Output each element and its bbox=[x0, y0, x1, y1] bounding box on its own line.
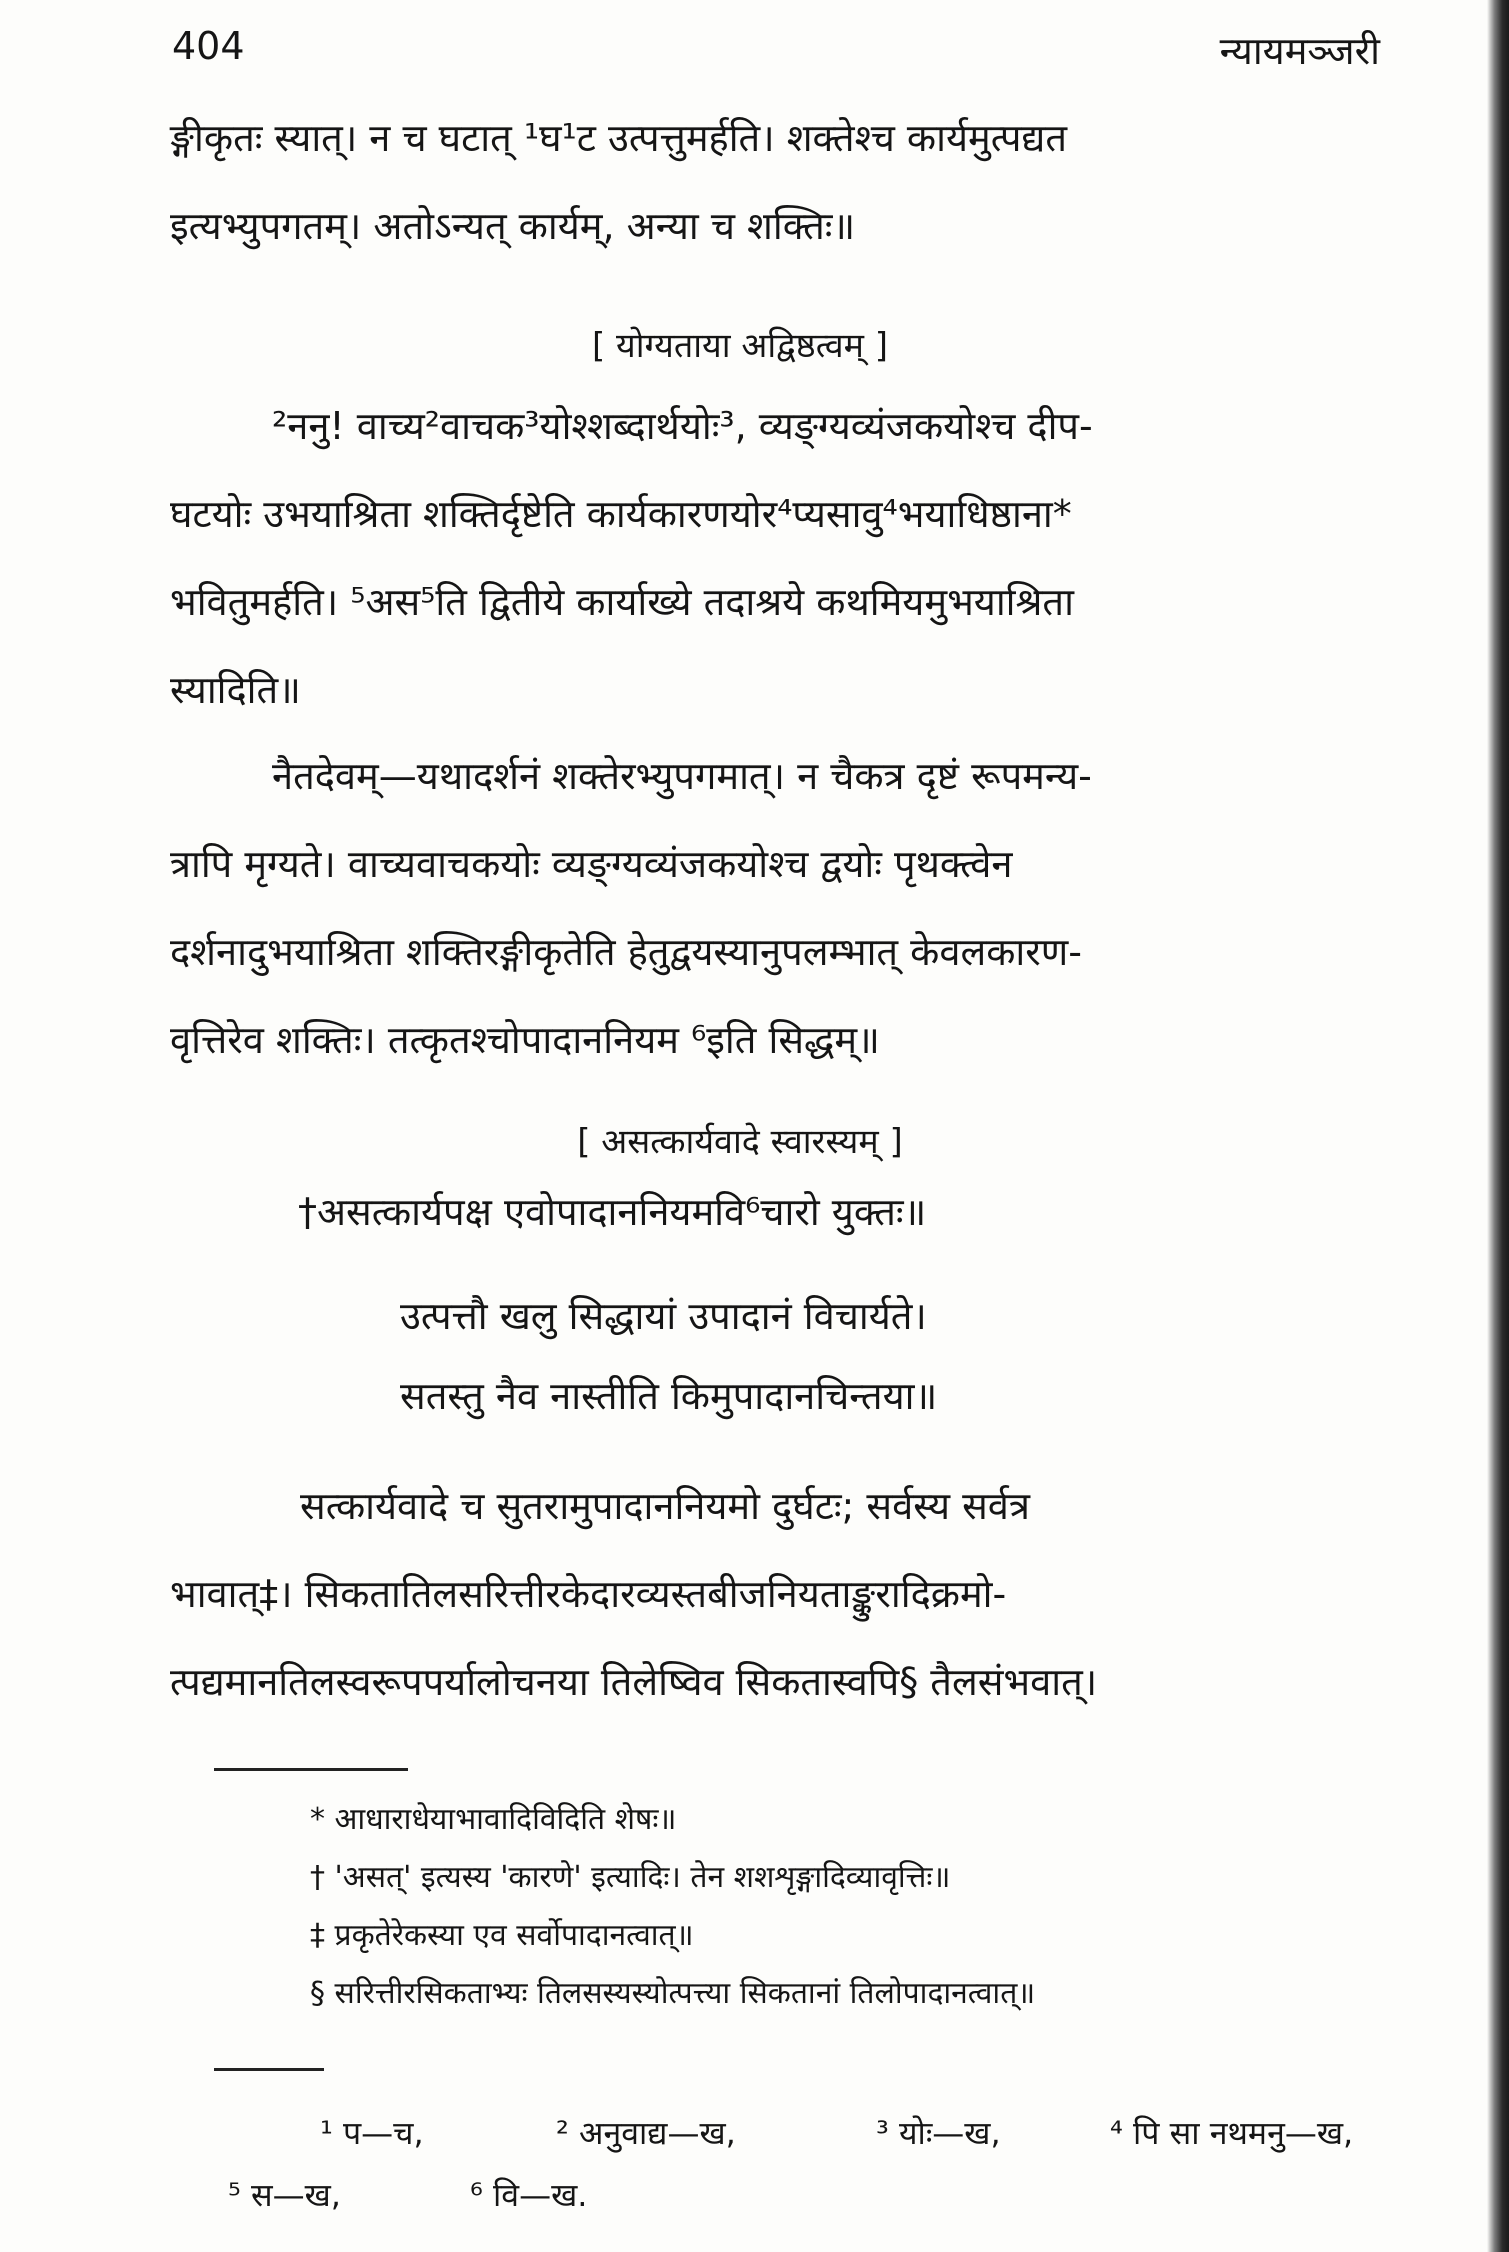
text-line: त्रापि मृग्यते। वाच्यवाचकयोः व्यङ्ग्यव्यंजकयोश्च द्वयोः पृथक्त्वेन bbox=[170, 842, 1013, 886]
section-heading: [ योग्यताया अद्विष्ठत्वम् ] bbox=[591, 326, 889, 366]
variant-text: योः—ख, bbox=[899, 2114, 1001, 2152]
variant-mark: ⁶ bbox=[470, 2176, 483, 2214]
scan-page-edge bbox=[1487, 0, 1509, 2252]
variant-reading bbox=[876, 2110, 1001, 2156]
variant-text: अनुवाद्य—ख, bbox=[579, 2114, 736, 2152]
text-line: भावात्‡। सिकतातिलसरित्तीरकेदारव्यस्तबीजनियताङ्कुरादिक्रमो- bbox=[170, 1572, 1007, 1616]
footnote: ‡ प्रकृतेरेकस्या एव सर्वोपादानत्वात्॥ bbox=[310, 1918, 694, 1953]
variant-text: पि सा नथमनु—ख, bbox=[1133, 2114, 1354, 2152]
variant-mark: ³ bbox=[876, 2114, 889, 2152]
variants-rule bbox=[214, 2068, 324, 2071]
text-line: †असत्कार्यपक्ष एवोपादाननियमवि⁶चारो युक्तः॥ bbox=[298, 1190, 927, 1234]
text-line: घटयोः उभयाश्रिता शक्तिर्दृष्टेति कार्यकारणयोर⁴प्यसावु⁴भयाधिष्ठाना* bbox=[170, 492, 1072, 536]
variant-reading bbox=[1110, 2110, 1353, 2156]
section-heading: [ असत्कार्यवादे स्वारस्यम् ] bbox=[577, 1122, 903, 1162]
variant-reading bbox=[470, 2172, 587, 2218]
variant-mark: ⁴ bbox=[1110, 2114, 1123, 2152]
footnote-rule bbox=[214, 1768, 408, 1771]
variant-text: स—ख, bbox=[251, 2176, 341, 2214]
text-line: नैतदेवम्—यथादर्शनं शक्तेरभ्युपगमात्। न चैकत्र दृष्टं रूपमन्य- bbox=[272, 754, 1092, 798]
variant-text: वि—ख. bbox=[493, 2176, 588, 2214]
text-line: दर्शनादुभयाश्रिता शक्तिरङ्गीकृतेति हेतुद्वयस्यानुपलम्भात् केवलकारण- bbox=[170, 930, 1082, 974]
running-head: न्यायमञ्जरी bbox=[1219, 29, 1380, 73]
text-line: इत्यभ्युपगतम्। अतोऽन्यत् कार्यम्, अन्या च शक्तिः॥ bbox=[170, 204, 856, 248]
text-line: ²ननु! वाच्य²वाचक³योश्शब्दार्थयोः³, व्यङ्ग्यव्यंजकयोश्च दीप- bbox=[272, 404, 1093, 448]
text-line: ङ्गीकृतः स्यात्। न च घटात् ¹घ¹ट उत्पत्तुमर्हति। शक्तेश्च कार्यमुत्पद्यत bbox=[170, 116, 1068, 160]
variant-mark: ² bbox=[556, 2114, 569, 2152]
variant-reading bbox=[556, 2110, 736, 2156]
text-line: त्पद्यमानतिलस्वरूपपर्यालोचनया तिलेष्विव सिकतास्वपि§ तैलसंभवात्। bbox=[170, 1660, 1098, 1704]
verse-line: उत्पत्तौ खलु सिद्धायां उपादानं विचार्यते। bbox=[400, 1294, 927, 1338]
variant-reading bbox=[228, 2172, 341, 2218]
variant-mark: ⁵ bbox=[228, 2176, 241, 2214]
variant-reading bbox=[320, 2110, 424, 2156]
footnote: * आधाराधेयाभावादिविदिति शेषः॥ bbox=[310, 1802, 677, 1837]
variant-mark: ¹ bbox=[320, 2114, 333, 2152]
text-line: सत्कार्यवादे च सुतरामुपादाननियमो दुर्घटः; सर्वस्य सर्वत्र bbox=[300, 1484, 1030, 1528]
variant-text: प—च, bbox=[343, 2114, 424, 2152]
text-line: वृत्तिरेव शक्तिः। तत्कृतश्चोपादाननियम ⁶इति सिद्धम्॥ bbox=[170, 1018, 880, 1062]
text-line: भवितुमर्हति। ⁵अस⁵ति द्वितीये कार्याख्ये तदाश्रये कथमियमुभयाश्रिता bbox=[170, 580, 1074, 624]
footnote: § सरित्तीरसिकताभ्यः तिलसस्यस्योत्पत्त्या सिकतानां तिलोपादानत्वात्॥ bbox=[310, 1976, 1036, 2011]
page-number: 404 bbox=[172, 24, 245, 68]
footnote: † 'असत्' इत्यस्य 'कारणे' इत्यादिः। तेन शशशृङ्गादिव्यावृत्तिः॥ bbox=[310, 1860, 951, 1895]
text-line: स्यादिति॥ bbox=[170, 668, 301, 712]
verse-line: सतस्तु नैव नास्तीति किमुपादानचिन्तया॥ bbox=[400, 1374, 938, 1418]
